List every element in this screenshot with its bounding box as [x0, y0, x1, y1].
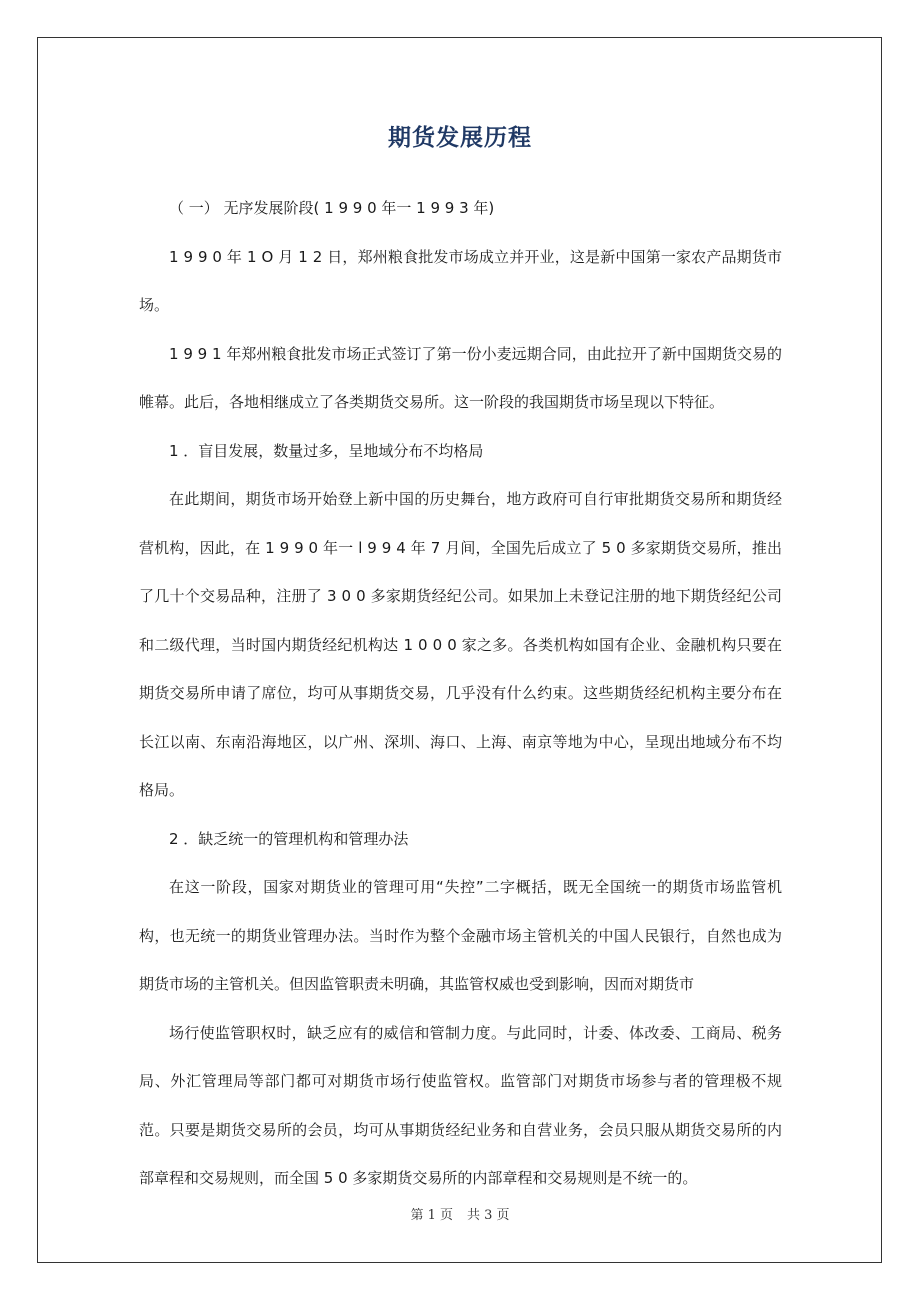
paragraph-1990: 1 9 9 0 年 1 O 月 1 2 日，郑州粮食批发市场成立并开业，这是新中国第一家农产品期货市场。 [139, 247, 782, 314]
paragraph-1991: 1 9 9 1 年郑州粮食批发市场正式签订了第一份小麦远期合同，由此拉开了新中国期货交易的帷幕。此后，各地相继成立了各类期货交易所。这一阶段的我国期货市场呈现以下特征。 [139, 344, 782, 411]
page-number: 第 1 页 [410, 1208, 453, 1223]
page-footer [0, 1205, 920, 1227]
section-heading-1: （ 一） 无序发展阶段( 1 9 9 0 年一 1 9 9 3 年) [169, 199, 495, 217]
feature-heading-1: 1 ．盲目发展，数量过多，呈地域分布不均格局 [169, 441, 484, 460]
paragraph-feature-2a: 在这一阶段，国家对期货业的管理可用“失控”二字概括，既无全国统一的期货市场监管机构，也无统一的期货业管理办法。当时作为整个金融市场主管机关的中国人民银行，自然也成为期货市场的主管机关。但因监管职责未明确，其监管权威也受到影响，因而对期货市 [139, 878, 782, 993]
document-title: 期货发展历程 [388, 125, 532, 151]
page-total: 共 3 页 [467, 1208, 510, 1223]
paragraph-feature-1: 在此期间，期货市场开始登上新中国的历史舞台，地方政府可自行审批期货交易所和期货经营机构，因此，在 1 9 9 0 年一 l 9 9 4 年 7 月间，全国先后成立了 5 0 多家期货交易所，推出了几十个交易品种，注册了 3 0 0 多家期货经纪公司。如果加上未登记注册的地下期货经纪公司和二级代理，当时国内期货经纪机构达 1 0 0 0 家之多。各类机构如国有企业、金融机构只要在期货交易所申请了席位，均可从事期货交易，几乎没有什么约束。这些期货经纪机构主要分布在长江以南、东南沿海地区，以广州、深圳、海口、上海、南京等地为中心，呈现出地域分布不均格局。 [139, 490, 782, 799]
paragraph-feature-2b: 场行使监管职权时，缺乏应有的威信和管制力度。与此同时，计委、体改委、工商局、税务局、外汇管理局等部门都可对期货市场行使监管权。监管部门对期货市场参与者的管理极不规范。只要是期货交易所的会员，均可从事期货经纪业务和自营业务，会员只服从期货交易所的内部章程和交易规则，而全国 5 0 多家期货交易所的内部章程和交易规则是不统一的。 [139, 1023, 782, 1187]
document-body [139, 184, 782, 1203]
feature-heading-2: 2 ．缺乏统一的管理机构和管理办法 [169, 829, 409, 848]
